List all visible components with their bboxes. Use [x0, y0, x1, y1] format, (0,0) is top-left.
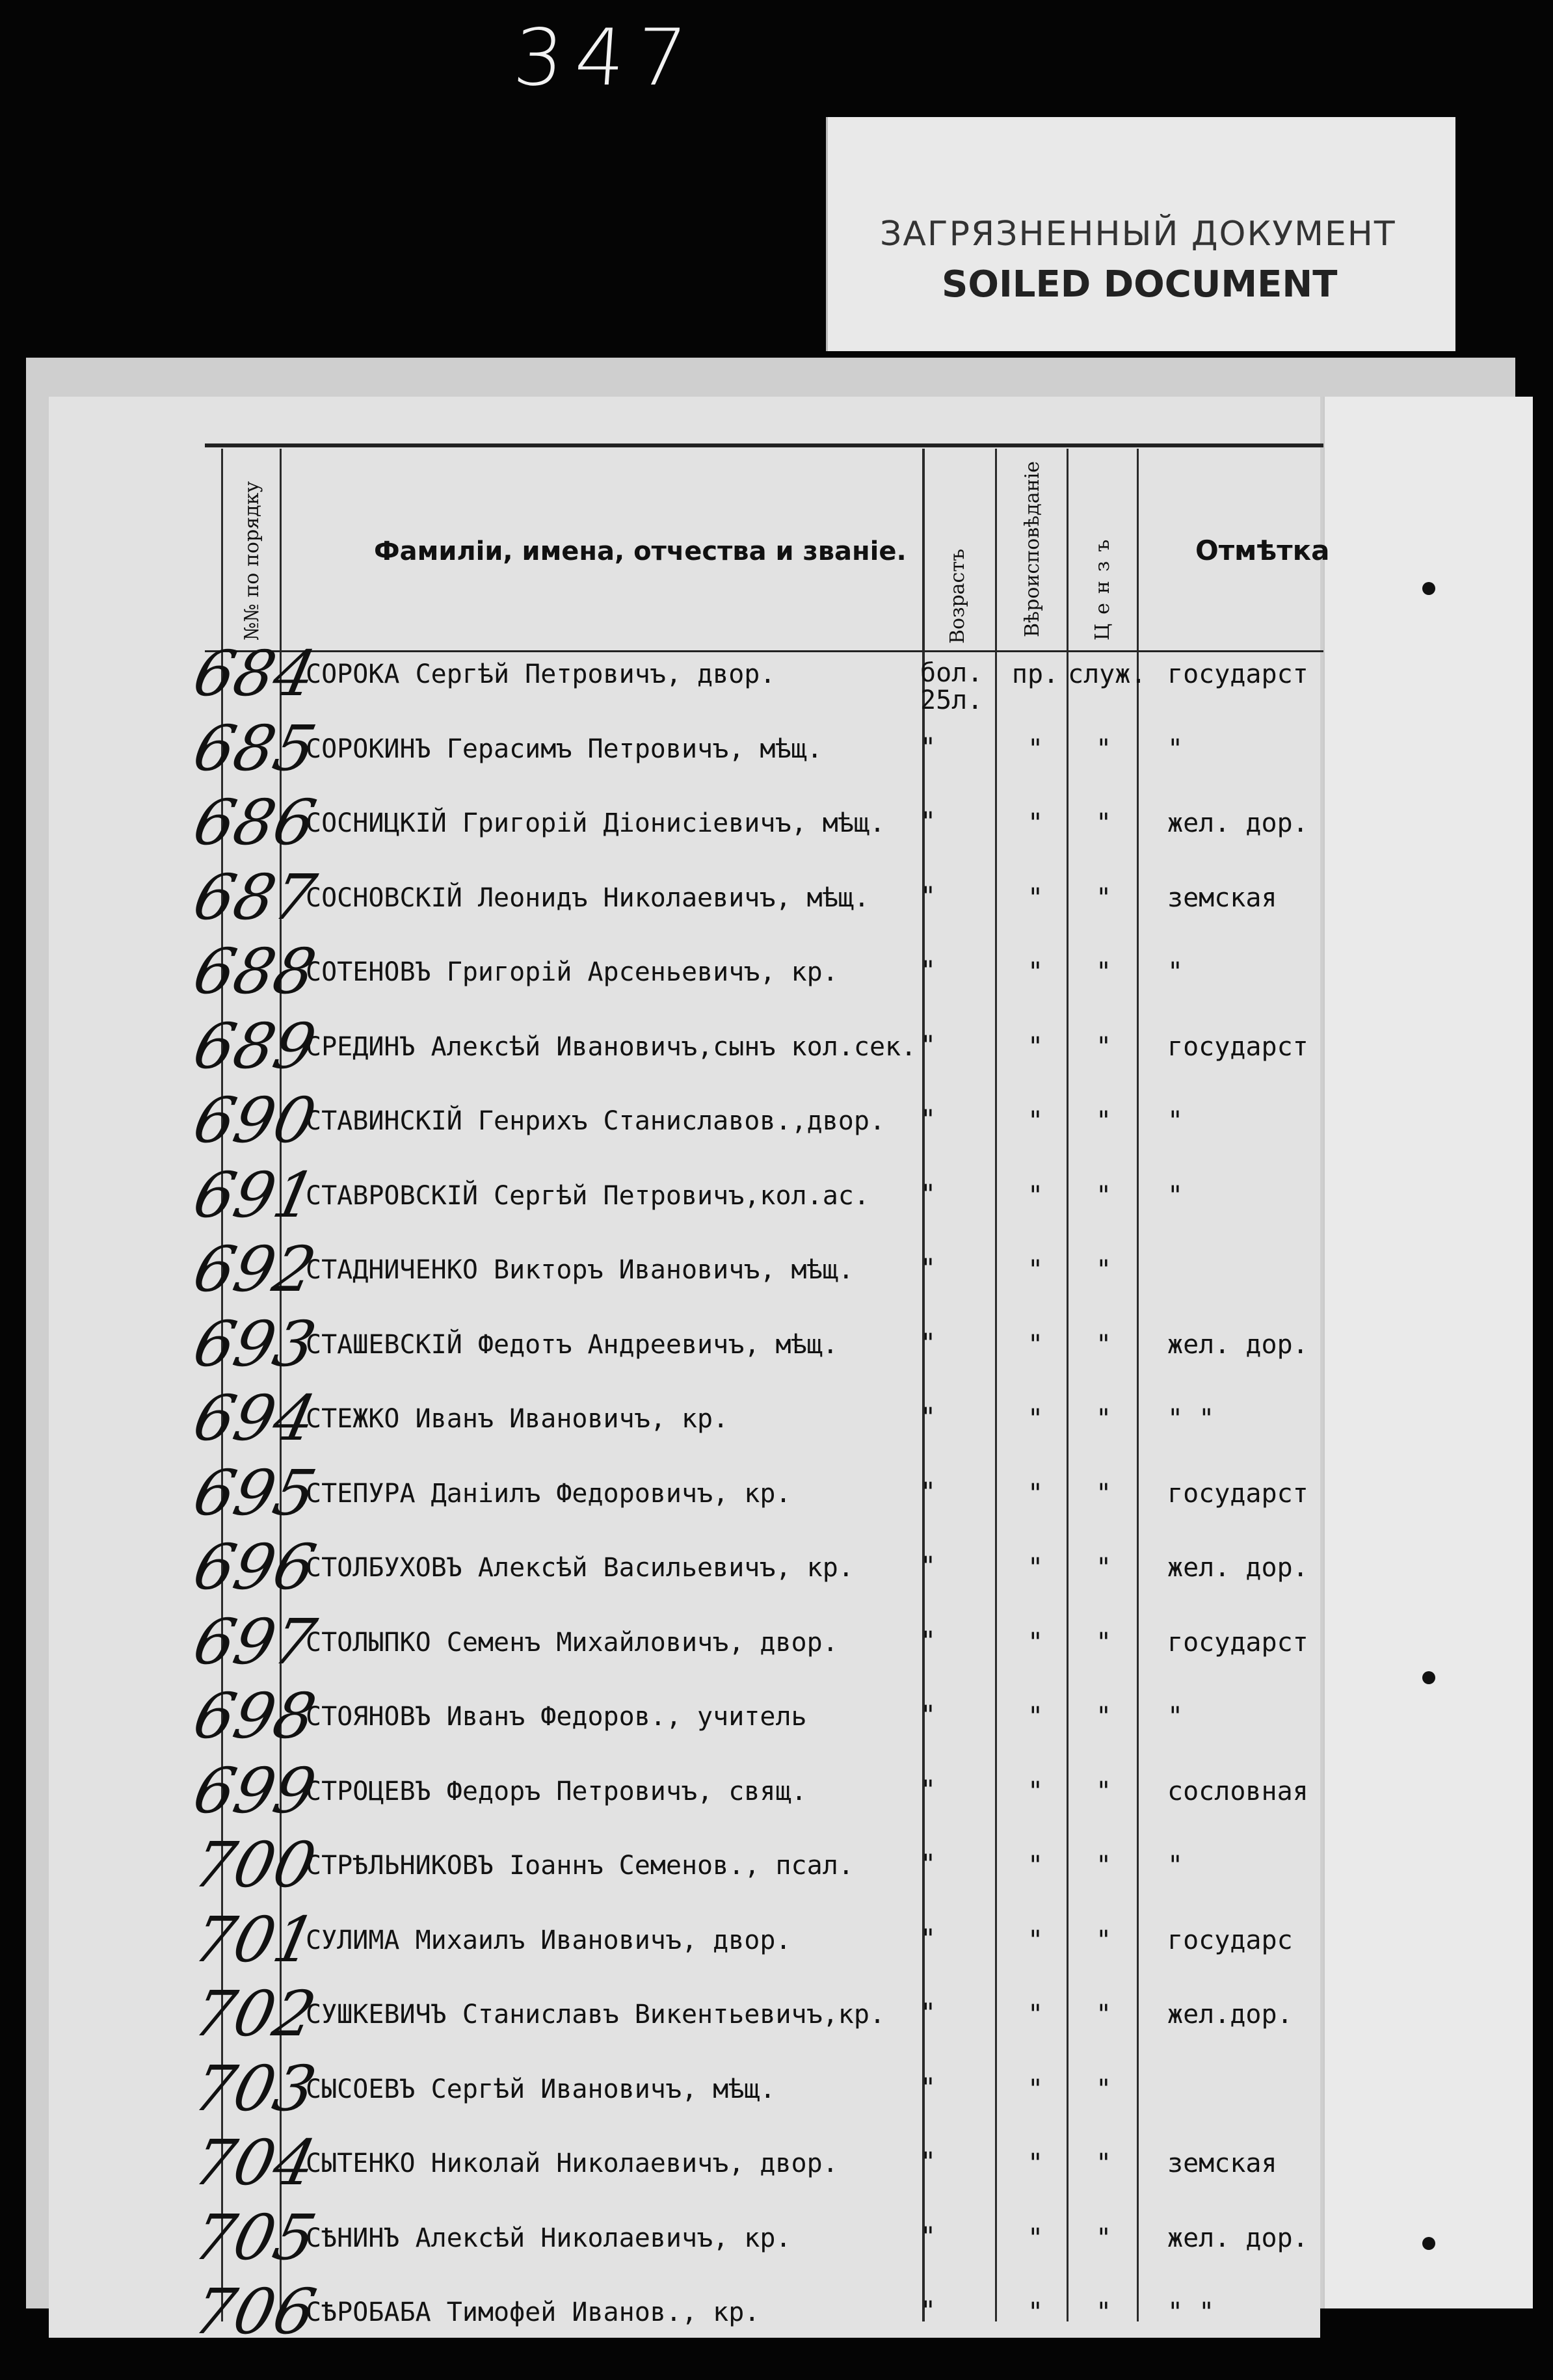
table-top-rule	[205, 443, 1323, 447]
row-note: земская	[1167, 882, 1277, 913]
row-note: жел. дор.	[1167, 2223, 1308, 2253]
row-census: "	[1095, 2223, 1112, 2253]
row-name: СТАДНИЧЕНКО Викторъ Ивановичъ, мѣщ.	[306, 1255, 854, 1285]
row-name: СОСНИЦКІЙ Григорій Діонисіевичъ, мѣщ.	[306, 808, 886, 838]
row-number: 693	[187, 1307, 323, 1381]
row-name: СѢРОБАБА Тимофей Иванов., кр.	[306, 2297, 760, 2327]
row-name: СТАВИНСКІЙ Генрихъ Станиславов.,двор.	[306, 1106, 886, 1136]
row-census: "	[1095, 1329, 1112, 1360]
row-census: служ.	[1068, 659, 1147, 689]
row-number: 697	[187, 1605, 323, 1678]
row-number: 696	[187, 1531, 323, 1604]
row-religion: "	[1027, 1925, 1044, 1955]
row-age: "	[920, 1328, 936, 1358]
row-number: 698	[187, 1680, 323, 1752]
row-age: "	[920, 1626, 936, 1656]
row-name: СТОЛБУХОВЪ Алексѣй Васильевичъ, кр.	[306, 1553, 854, 1583]
row-census: "	[1095, 1851, 1112, 1881]
row-census: "	[1095, 1180, 1112, 1211]
row-note: "	[1167, 1851, 1184, 1881]
row-number: 703	[187, 2052, 323, 2125]
table-row	[0, 2275, 1366, 2366]
row-number: 691	[187, 1158, 323, 1232]
row-name: СТЕПУРА Даніилъ Федоровичъ, кр.	[306, 1478, 791, 1509]
row-number: 705	[187, 2201, 323, 2274]
row-census: "	[1095, 1627, 1112, 1658]
row-age: "	[920, 1030, 936, 1061]
row-number: 684	[187, 637, 323, 710]
row-name: СОРОКА Сергѣй Петровичъ, двор.	[306, 659, 776, 689]
row-census: "	[1095, 882, 1112, 913]
punch-hole	[1422, 2237, 1435, 2250]
row-age: "	[920, 1924, 936, 1954]
row-number: 687	[187, 860, 323, 934]
row-name: СТОЛЫПКО Семенъ Михайловичъ, двор.	[306, 1627, 838, 1658]
row-religion: "	[1027, 1031, 1044, 1062]
row-note: сословная	[1167, 1776, 1308, 1806]
punch-hole	[1422, 1671, 1435, 1684]
row-note: земская	[1167, 2149, 1277, 2178]
row-note: жел. дор.	[1167, 808, 1308, 838]
row-religion: "	[1027, 1180, 1044, 1211]
row-religion: "	[1027, 1776, 1044, 1806]
header-number: №№ по порядку	[241, 481, 263, 641]
row-census: "	[1095, 1404, 1112, 1434]
folio-number: 347	[511, 13, 701, 103]
row-religion: "	[1027, 1702, 1044, 1732]
row-religion: "	[1027, 1553, 1044, 1583]
row-religion: "	[1027, 2000, 1044, 2030]
row-religion: "	[1027, 1851, 1044, 1881]
row-age: "	[920, 881, 936, 912]
row-name: СОТЕНОВЪ Григорій Арсеньевичъ, кр.	[306, 957, 838, 987]
row-census: "	[1095, 2000, 1112, 2030]
row-census: "	[1095, 734, 1112, 764]
row-note: " "	[1167, 1404, 1215, 1434]
row-age: "	[920, 2221, 936, 2252]
header-name: Фамиліи, имена, отчества и званіе.	[374, 536, 907, 566]
stamp-russian-text: ЗАГРЯЗНЕННЫЙ ДОКУМЕНТ	[880, 215, 1396, 254]
row-religion: "	[1027, 2297, 1044, 2327]
row-age: "	[920, 807, 936, 837]
row-number: 688	[187, 935, 323, 1008]
row-number: 689	[187, 1009, 323, 1083]
row-census: "	[1095, 2074, 1112, 2104]
row-age: "	[920, 1105, 936, 1135]
row-number: 694	[187, 1382, 323, 1455]
row-name: СЫСОЕВЪ Сергѣй Ивановичъ, мѣщ.	[306, 2074, 776, 2104]
row-age: "	[920, 1254, 936, 1284]
row-number: 701	[187, 1903, 323, 1976]
row-age: "	[920, 1700, 936, 1730]
row-religion: "	[1027, 1404, 1044, 1434]
row-age: "	[920, 1477, 936, 1507]
row-census: "	[1095, 957, 1112, 987]
row-number: 695	[187, 1456, 323, 1529]
row-census: "	[1095, 1776, 1112, 1806]
row-name: СРЕДИНЪ Алексѣй Ивановичъ,сынъ кол.сек.	[306, 1031, 917, 1062]
row-name: СТАШЕВСКІЙ Федотъ Андреевичъ, мѣщ.	[306, 1329, 838, 1360]
row-number: 702	[187, 1977, 323, 2050]
row-name: СТОЯНОВЪ Иванъ Федоров., учитель	[306, 1702, 807, 1732]
row-number: 704	[187, 2126, 323, 2199]
stamp-english-text: SOILED DOCUMENT	[942, 263, 1338, 306]
punch-hole	[1422, 582, 1435, 595]
row-census: "	[1095, 1255, 1112, 1285]
row-religion: "	[1027, 1106, 1044, 1136]
row-age: "	[920, 956, 936, 986]
row-name: СТЕЖКО Иванъ Ивановичъ, кр.	[306, 1404, 729, 1434]
row-census: "	[1095, 1478, 1112, 1509]
row-age: "	[920, 1552, 936, 1581]
row-note: "	[1167, 1702, 1184, 1732]
row-age: "	[920, 732, 936, 763]
row-religion: "	[1027, 957, 1044, 987]
row-census: "	[1095, 2149, 1112, 2178]
row-note: государс	[1167, 1925, 1293, 1955]
row-name: СОРОКИНЪ Герасимъ Петровичъ, мѣщ.	[306, 734, 823, 764]
row-name: СТРОЦЕВЪ Федоръ Петровичъ, свящ.	[306, 1776, 807, 1806]
row-census: "	[1095, 2297, 1112, 2327]
row-age: "	[920, 1849, 936, 1879]
row-age: "	[920, 1775, 936, 1805]
row-name: СЫТЕНКО Николай Николаевичъ, двор.	[306, 2149, 838, 2178]
header-note: Отмѣтка	[1195, 535, 1330, 566]
row-religion: "	[1027, 2074, 1044, 2104]
row-census: "	[1095, 1106, 1112, 1136]
row-name: СТАВРОВСКІЙ Сергѣй Петровичъ,кол.ас.	[306, 1180, 869, 1211]
row-religion: "	[1027, 1329, 1044, 1360]
row-age: "	[920, 1998, 936, 2028]
row-census: "	[1095, 1031, 1112, 1062]
row-name: СУШКЕВИЧЪ Станиславъ Викентьевичъ,кр.	[306, 2000, 886, 2030]
row-note: жел. дор.	[1167, 1553, 1308, 1583]
row-name: СѢНИНЪ Алексѣй Николаевичъ, кр.	[306, 2223, 791, 2253]
header-bottom-rule	[205, 650, 1323, 652]
soiled-document-stamp	[826, 117, 1455, 351]
row-religion: "	[1027, 882, 1044, 913]
row-note: "	[1167, 1180, 1184, 1211]
row-religion: "	[1027, 2223, 1044, 2253]
row-number: 700	[187, 1829, 323, 1901]
row-census: "	[1095, 808, 1112, 838]
row-census: "	[1095, 1553, 1112, 1583]
row-note: государст	[1167, 1031, 1308, 1062]
row-census: "	[1095, 1702, 1112, 1732]
row-note: "	[1167, 1106, 1184, 1136]
row-age: бол. 25л.	[920, 658, 983, 715]
row-name: СОСНОВСКІЙ Леонидъ Николаевичъ, мѣщ.	[306, 882, 869, 913]
row-age: "	[920, 1179, 936, 1210]
row-note: государст	[1167, 1627, 1308, 1658]
row-age: "	[920, 2296, 936, 2326]
row-religion: "	[1027, 808, 1044, 838]
row-religion: "	[1027, 1478, 1044, 1509]
row-note: "	[1167, 957, 1184, 987]
header-census: Цензъ	[1091, 530, 1114, 641]
row-number: 706	[187, 2275, 323, 2348]
header-religion: Вѣроисповѣданіе	[1021, 461, 1044, 637]
row-religion: "	[1027, 1255, 1044, 1285]
row-note: государст	[1167, 1478, 1308, 1509]
row-note: жел. дор.	[1167, 1329, 1308, 1360]
row-name: СУЛИМА Михаилъ Ивановичъ, двор.	[306, 1925, 791, 1955]
row-religion: "	[1027, 2149, 1044, 2178]
row-number: 690	[187, 1084, 323, 1157]
row-note: "	[1167, 734, 1184, 764]
row-census: "	[1095, 1925, 1112, 1955]
row-name: СТРѢЛЬНИКОВЪ Іоаннъ Семенов., псал.	[306, 1851, 854, 1881]
row-age: "	[920, 2072, 936, 2103]
row-religion: пр.	[1011, 659, 1059, 689]
row-number: 699	[187, 1754, 323, 1827]
row-note: государст	[1167, 659, 1308, 689]
row-religion: "	[1027, 1627, 1044, 1658]
row-religion: "	[1027, 734, 1044, 764]
row-number: 692	[187, 1233, 323, 1306]
row-age: "	[920, 1403, 936, 1433]
row-number: 685	[187, 711, 323, 785]
row-note: жел.дор.	[1167, 2000, 1293, 2030]
row-number: 686	[187, 786, 323, 859]
row-note: " "	[1167, 2297, 1215, 2327]
row-age: "	[920, 2147, 936, 2177]
header-age: Возрастъ	[946, 548, 969, 644]
